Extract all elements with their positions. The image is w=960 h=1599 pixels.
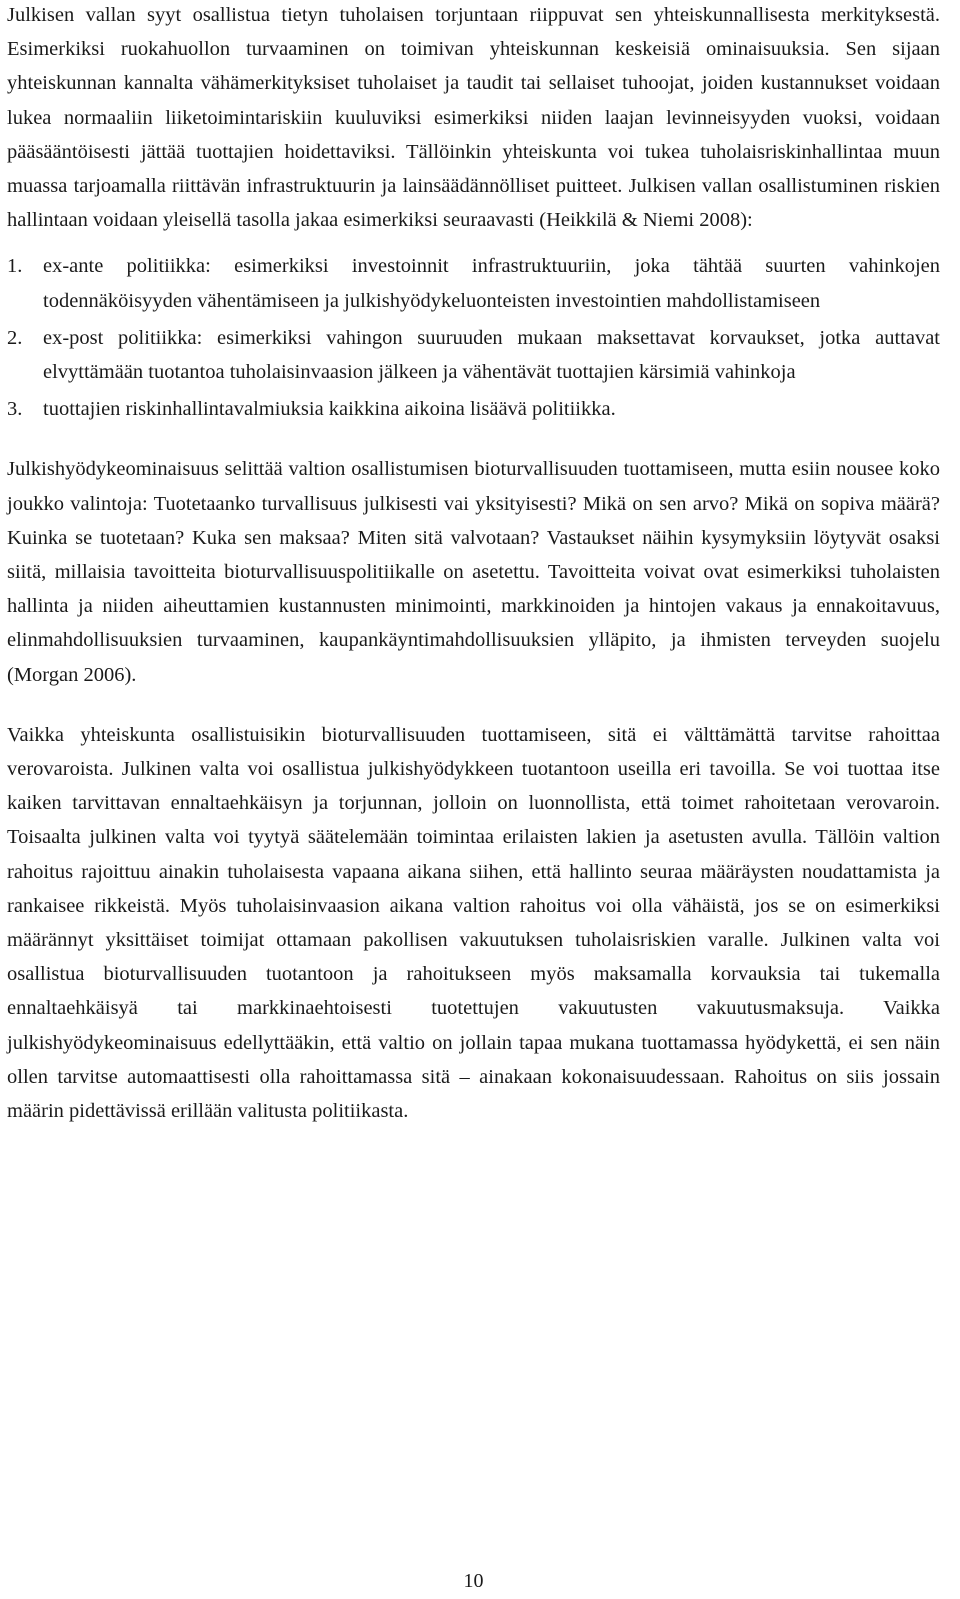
list-item-number: 2.: [7, 326, 23, 349]
list-item: [7, 321, 940, 389]
document-page: [7, 0, 940, 1128]
paragraph-intro: Julkisen vallan syyt osallistua tietyn tuholaisen torjuntaan riippuvat sen yhteiskunnallisesta merkityksestä. Esimerkiksi ruokahuollon turvaaminen on toimivan yhteiskunnan keskeisiä ominaisuuksia. Sen sijaan yhteiskunnan kannalta vähämerkityksiset tuholaiset ja taudit tai sellaiset tuhoojat, joiden kustannukset voidaan lukea normaaliin liiketoimintariskiin kuuluviksi esimerkiksi niiden laajan levinneisyyden vuoksi, voidaan pääsääntöisesti jättää tuottajien hoidettaviksi. Tällöinkin yhteiskunta voi tukea tuholaisriskinhallintaa muun muassa tarjoamalla riittävän infrastruktuurin ja lainsäädännölliset puitteet. Julkisen vallan osallistuminen riskien hallintaan voidaan yleisellä tasolla jakaa esimerkiksi seuraavasti (Heikkilä & Niemi 2008):: [7, 4, 940, 232]
list-item: [7, 249, 940, 317]
paragraph-funding: Vaikka yhteiskunta osallistuisikin bioturvallisuuden tuottamiseen, sitä ei välttämättä tarvitse rahoittaa verovaroista. Julkinen valta voi osallistua julkishyödykkeen tuotantoon useilla eri tavoilla. Se voi tuottaa itse kaiken tarvittavan ennaltaehkäisyn ja torjunnan, jolloin on luonnollista, että toimet rahoitetaan verovaroin. Toisaalta julkinen valta voi tyytyä säätelemään toimintaa erilaisten lakien ja asetusten avulla. Tällöin valtion rahoitus rajoittuu ainakin tuholaisesta vapaana aikana siihen, että hallinto seuraa määräysten noudattamista ja rankaisee rikkeistä. Myös tuholaisinvaasion aikana valtion rahoitus voi olla vähäistä, jos se on esimerkiksi määrännyt yksittäiset toimijat ottamaan pakollisen vakuutuksen tuholaisriskien varalle. Julkinen valta voi osallistua bioturvallisuuden tuotantoon ja rahoitukseen myös maksamalla korvauksia tai tukemalla ennaltaehkäisyä tai markkinaehtoisesti tuotettujen vakuutusten vakuutusmaksuja. Vaikka julkishyödykeominaisuus edellyttääkin, että valtio on jollain tapaa mukana tuottamassa hyödykettä, ei sen näin ollen tarvitse automaattisesti olla rahoittamassa sitä – ainakaan kokonaisuudessaan. Rahoitus on siis jossain määrin pidettävissä erillään valitusta politiikasta.: [7, 723, 940, 1123]
list-item-number: 3.: [7, 398, 23, 421]
policy-list: [7, 249, 940, 426]
list-item-text: ex-ante politiikka: esimerkiksi investoinnit infrastruktuuriin, joka tähtää suurten vahinkojen todennäköisyyden vähentämiseen ja julkishyödykeluonteisten investointien mahdollistamiseen: [43, 255, 940, 312]
list-item-number: 1.: [7, 255, 23, 278]
paragraph-public-good: Julkishyödykeominaisuus selittää valtion osallistumisen bioturvallisuuden tuottamiseen, mutta esiin nousee koko joukko valintoja: Tuotetaanko turvallisuus julkisesti vai yksityisesti? Mikä on sen arvo? Mikä on sopiva määrä? Kuinka se tuotetaan? Kuka sen maksaa? Miten sitä valvotaan? Vastaukset näihin kysymyksiin löytyvät osaksi siitä, millaisia tavoitteita bioturvallisuuspolitiikalle on asetettu. Tavoitteita voivat ovat esimerkiksi tuholaisten hallinta ja niiden aiheuttamien kustannusten minimointi, markkinoiden ja hintojen vakaus ja ennakoitavuus, elinmahdollisuuksien turvaaminen, kaupankäyntimahdollisuuksien ylläpito, ja ihmisten terveyden suojelu (Morgan 2006).: [7, 458, 940, 686]
list-item-text: tuottajien riskinhallintavalmiuksia kaikkina aikoina lisäävä politiikka.: [43, 398, 616, 421]
list-item-text: ex-post politiikka: esimerkiksi vahingon suuruuden mukaan maksettavat korvaukset, jotka auttavat elvyttämään tuotantoa tuholaisinvaasion jälkeen ja vähentävät tuottajien kärsimiä vahinkoja: [43, 326, 940, 384]
list-item: [7, 392, 940, 426]
page-number: 10: [463, 1570, 484, 1592]
